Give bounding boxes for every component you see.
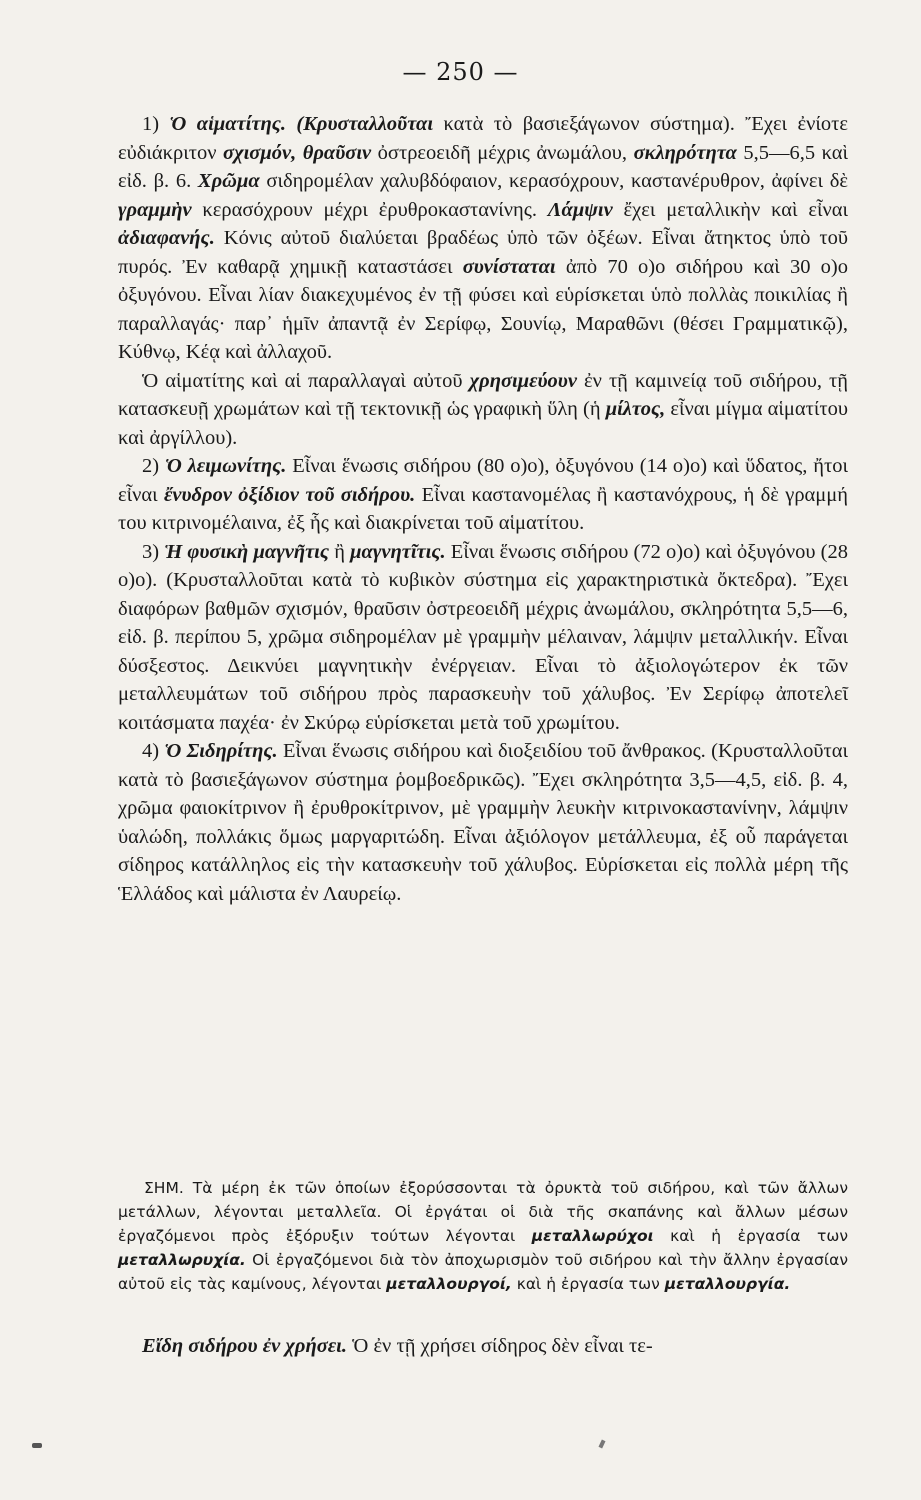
emphasis: σκληρότητα [633,141,737,164]
text-run: 2) [142,455,165,477]
text-run: σιδηρομέλαν χαλυβδόφαιον, κερασόχρουν, καστανέρυθρον, ἀφίνει δὲ [259,170,848,192]
body-text [118,110,848,908]
text-run: 1) [142,113,170,135]
text-run: Εἶναι καστανομέλας ἢ καστανόχρους, ἡ δὲ γραμμή του κιτρινομέλαινα, ἐξ ἧς καὶ διακρίνεται τοῦ αἱματίτου. [118,483,848,534]
text-run: ἔχει μεταλλικὴν καὶ εἶναι [612,198,848,221]
emphasis: Ἡ φυσικὴ μαγνῆτις [164,540,330,563]
page-number: — 250 — [402,58,519,86]
ink-speck [598,1440,605,1449]
section-start [118,1332,848,1360]
text-run: ὀστρεοειδῆ μέχρις ἀνωμάλου, [371,141,634,164]
paragraph-uses [118,367,848,453]
text-run: 3) [142,540,165,563]
emphasis: ἔνυδρον ὀξίδιον τοῦ σιδήρου. [164,483,416,506]
text-run: Εἶναι ἕνωσις σιδήρου (72 ο)ο) καὶ ὀξυγόνου (28 ο)ο). (Κρυσταλλοῦται κατὰ τὸ κυβικὸν σύστημα εἰς χαρακτηριστικὰ ὄκτεδρα). Ἔχει διαφόρων βαθμῶν σχισμόν, θραῦσιν ὀστρεοειδῆ μέχρις ἀνωμάλου, σκληρότητα 5,5—6, εἰδ. β. περίπου 5, χρῶμα σιδηρομέλαν μὲ γραμμὴν μέλαιναν, λάμψιν μεταλλικήν. Εἶναι δύσξεστος. Δεικνύει μαγνητικὴν ἐνέργειαν. Εἶναι τὸ ἀξιολογώτερον ἐκ τῶν μεταλλευμάτων τοῦ σιδήρου πρὸς παρασκευὴν τοῦ χάλυβος. Ἐν Σερίφῳ ἀποτελεῖ κοιτάσματα παχέα· ἐν Σκύρῳ εὑρίσκεται μετὰ τοῦ χρωμίτου. [118,540,848,734]
emphasis: σχισμόν, θραῦσιν [223,141,372,164]
emphasis: Ὁ Σιδηρίτης. [164,740,278,762]
emphasis: μεταλλωρύχοι [531,1227,654,1245]
text-run: ἢ [329,540,351,563]
text-run: Εἶναι ἕνωσις σιδήρου καὶ διοξειδίου τοῦ ἄνθρακος. (Κρυσταλλοῦται κατὰ τὸ βασιεξάγωνον σύστημα ῥομβοεδρικῶς). Ἔχει σκληρότητα 3,5—4,5, εἰδ. β. 4, χρῶμα φαιοκίτρινον ἢ ἐρυθροκίτρινον, μὲ γραμμὴν λευκὴν κιτρινοκαστανίνην, λάμψιν ὑαλώδη, πολλάκις ὅμως μαργαριτώδη. Εἶναι ἀξιόλογον μετάλλευμα, ἐξ οὗ παράγεται σίδηρος κατάλληλος εἰς τὴν κατασκευὴν τοῦ χάλυβος. Εὑρίσκεται εἰς πολλὰ μέρη τῆς Ἑλλάδος καὶ μάλιστα ἐν Λαυρείῳ. [118,740,848,905]
footnote [118,1176,848,1296]
emphasis: γραμμὴν [118,198,192,221]
text-run: ἀπὸ 70 ο)ο σιδήρου καὶ 30 ο)ο ὀξυγόνου. Εἶναι λίαν διακεχυμένος ἐν τῇ φύσει καὶ εὑρίσκεται ὑπὸ πολλὰς ποικιλίας ἢ παραλλαγάς· παρ᾽ ἡμῖν ἀπαντᾷ ἐν Σερίφῳ, Σουνίῳ, Μαραθῶνι (θέσει Γραμματικῷ), Κύθνῳ, Κέᾳ καὶ ἀλλαχοῦ. [118,255,848,363]
emphasis: Ὁ λειμωνίτης. [164,455,287,477]
emphasis: ἀδιαφανής. [118,227,215,249]
paragraph-iron-types [118,1332,848,1360]
note-paragraph [118,1176,848,1296]
paragraph-haematite [118,110,848,367]
section-heading: Εἴδη σιδήρου ἐν χρήσει. [142,1335,347,1357]
text-run: Ὁ ἐν τῇ χρήσει σίδηρος δὲν εἶναι τε- [346,1335,653,1357]
emphasis: συνίσταται [462,255,556,278]
ink-speck [32,1443,42,1448]
text-run: καὶ ἡ ἐργασία των [511,1275,665,1293]
emphasis: μεταλλουργία. [664,1275,791,1293]
emphasis: Λάμψιν [547,198,613,221]
emphasis: μεταλλουργοί, [386,1275,512,1293]
text-run: κερασόχρουν μέχρι ἐρυθροκαστανίνης. [191,198,548,221]
emphasis: Ὁ αἱματίτης. (Κρυσταλλοῦται [169,113,434,135]
text-run: ἐν τῇ καμινείᾳ τοῦ σιδήρου, τῇ κατασκευῇ χρωμάτων καὶ τῇ τεκτονικῇ ὡς γραφικὴ ὕλη (ἡ [118,369,848,420]
text-run: Ὁ αἱματίτης καὶ αἱ παραλλαγαὶ αὐτοῦ [142,369,470,392]
emphasis: Χρῶμα [197,170,260,192]
text-run: 5,5—6,5 καὶ εἰδ. β. 6. [118,141,849,192]
text-run: 4) [142,740,165,762]
paragraph-limonite [118,452,848,538]
paragraph-siderite [118,737,848,908]
text-run: εἶναι μίγμα αἱματίτου καὶ ἀργίλλου). [118,398,848,449]
paragraph-magnetite [118,538,848,738]
text-run: Κόνις αὐτοῦ διαλύεται βραδέως ὑπὸ τῶν ὀξέων. Εἶναι ἄτηκτος ὑπὸ τοῦ πυρός. Ἐν καθαρᾷ χημικῇ καταστάσει [118,227,848,278]
text-run: κατὰ τὸ βασιεξάγωνον σύστημα). Ἔχει ἐνίοτε εὐδιάκριτον [118,113,848,164]
text-run: καὶ ἡ ἐργασία των [653,1227,848,1245]
text-run: Εἶναι ἕνωσις σιδήρου (80 ο)ο), ὀξυγόνου (14 ο)ο) καὶ ὕδατος, ἤτοι εἶναι [118,455,848,506]
emphasis: μίλτος, [605,398,666,420]
emphasis: χρησιμεύουν [469,369,577,392]
emphasis: μαγνητῖτις. [350,540,446,563]
text-run: Οἱ ἐργαζόμενοι διὰ τὸν ἀποχωρισμὸν τοῦ σιδήρου καὶ τὴν ἄλλην ἐργασίαν αὐτοῦ εἰς τὰς καμίνους, λέγονται [118,1251,848,1293]
emphasis: μεταλλωρυχία. [118,1251,246,1269]
text-run: ΣΗΜ. Τὰ μέρη ἐκ τῶν ὁποίων ἐξορύσσονται τὰ ὀρυκτὰ τοῦ σιδήρου, καὶ τῶν ἄλλων μετάλλων, λέγονται μεταλλεῖα. Οἱ ἐργάται οἱ διὰ τῆς σκαπάνης καὶ ἄλλων μέσων ἐργαζόμενοι πρὸς ἐξόρυξιν τούτων λέγονται [118,1179,848,1245]
